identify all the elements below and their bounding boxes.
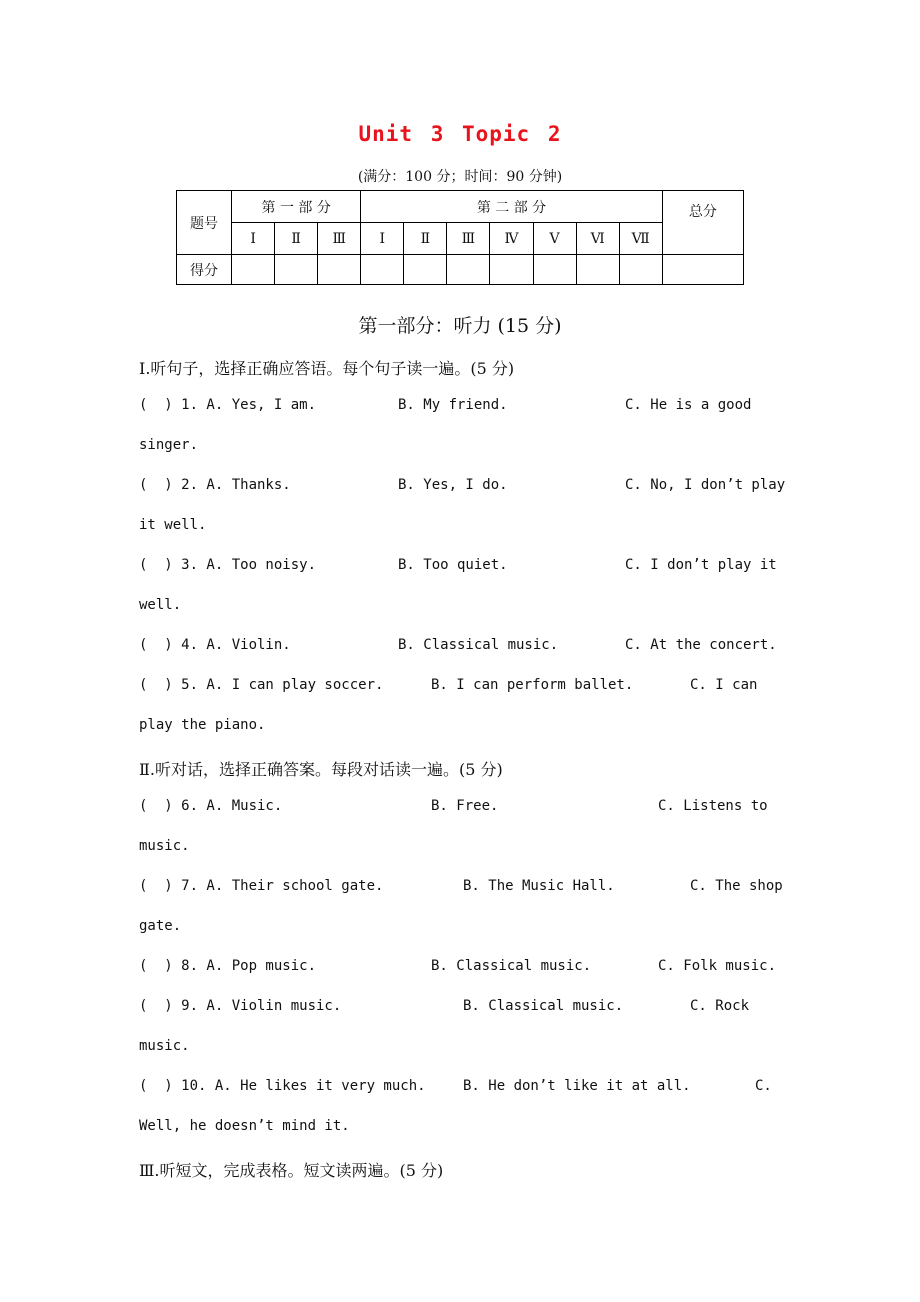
score-cell[interactable] [447,255,490,285]
q3-option-b: B. Too quiet. [398,557,508,573]
exam-info: (满分：100 分；时间：90 分钟) [357,169,563,185]
score-table [176,190,744,285]
q5-continuation: play the piano. [139,717,266,733]
col-header: Ⅱ [404,223,447,255]
q3-continuation: well. [139,597,182,613]
score-cell[interactable] [619,255,662,285]
q1-continuation: singer. [139,437,199,453]
part2-header: 第 二 部 分 [361,191,662,223]
score-cell[interactable] [232,255,275,285]
total-header: 总分 [662,191,743,255]
col-header: Ⅰ [361,223,404,255]
q4-option-c: C. At the concert. [625,637,777,653]
q6-stem: ( ) 6. A. Music. [139,798,283,814]
q5-option-c: C. I can [690,677,758,693]
score-cell[interactable] [275,255,318,285]
score-cell[interactable] [318,255,361,285]
q3-stem: ( ) 3. A. Too noisy. [139,557,317,573]
q7-option-b: B. The Music Hall. [463,878,615,894]
q10-continuation: Well, he doesn’t mind it. [139,1118,350,1134]
part-heading: 第一部分：听力 (15 分) [358,315,562,337]
q7-continuation: gate. [139,918,182,934]
q8-option-b: B. Classical music. [431,958,592,974]
q6-option-c: C. Listens to [658,798,768,814]
q1-option-c: C. He is a good [625,397,752,413]
q5-stem: ( ) 5. A. I can play soccer. [139,677,384,693]
col-header: Ⅵ [576,223,619,255]
score-cell[interactable] [533,255,576,285]
q8-option-c: C. Folk music. [658,958,777,974]
q9-stem: ( ) 9. A. Violin music. [139,998,342,1014]
q10-option-b: B. He don’t like it at all. [463,1078,691,1094]
q3-option-c: C. I don’t play it [625,557,777,573]
q1-stem: ( ) 1. A. Yes, I am. [139,397,317,413]
q2-option-b: B. Yes, I do. [398,477,508,493]
q4-option-b: B. Classical music. [398,637,559,653]
q2-continuation: it well. [139,517,207,533]
col-header: Ⅴ [533,223,576,255]
section-1-heading: Ⅰ.听句子，选择正确应答语。每个句子读一遍。(5 分) [139,359,515,378]
q4-stem: ( ) 4. A. Violin. [139,637,291,653]
q10-stem: ( ) 10. A. He likes it very much. [139,1078,426,1094]
score-cell[interactable] [490,255,533,285]
score-cell[interactable] [404,255,447,285]
q8-stem: ( ) 8. A. Pop music. [139,958,317,974]
part1-header: 第 一 部 分 [232,191,361,223]
q10-option-c: C. [755,1078,772,1094]
q6-option-b: B. Free. [431,798,499,814]
q9-option-b: B. Classical music. [463,998,624,1014]
q5-option-b: B. I can perform ballet. [431,677,634,693]
col-header: Ⅰ [232,223,275,255]
score-cell[interactable] [576,255,619,285]
q7-option-c: C. The shop [690,878,783,894]
q6-continuation: music. [139,838,190,854]
q1-option-b: B. My friend. [398,397,508,413]
q9-continuation: music. [139,1038,190,1054]
col-header: Ⅲ [447,223,490,255]
q2-option-c: C. No, I don’t play [625,477,786,493]
total-cell[interactable] [662,255,743,285]
page-title: Unit 3 Topic 2 [358,122,562,146]
q9-option-c: C. Rock [690,998,750,1014]
section-2-heading: Ⅱ.听对话，选择正确答案。每段对话读一遍。(5 分) [139,760,503,779]
col-header: Ⅱ [275,223,318,255]
tihao-cell: 题号 [177,191,232,255]
col-header: Ⅶ [619,223,662,255]
q2-stem: ( ) 2. A. Thanks. [139,477,291,493]
q7-stem: ( ) 7. A. Their school gate. [139,878,384,894]
col-header: Ⅲ [318,223,361,255]
col-header: Ⅳ [490,223,533,255]
defen-cell: 得分 [177,255,232,285]
section-3-heading: Ⅲ.听短文，完成表格。短文读两遍。(5 分) [139,1161,444,1180]
score-cell[interactable] [361,255,404,285]
